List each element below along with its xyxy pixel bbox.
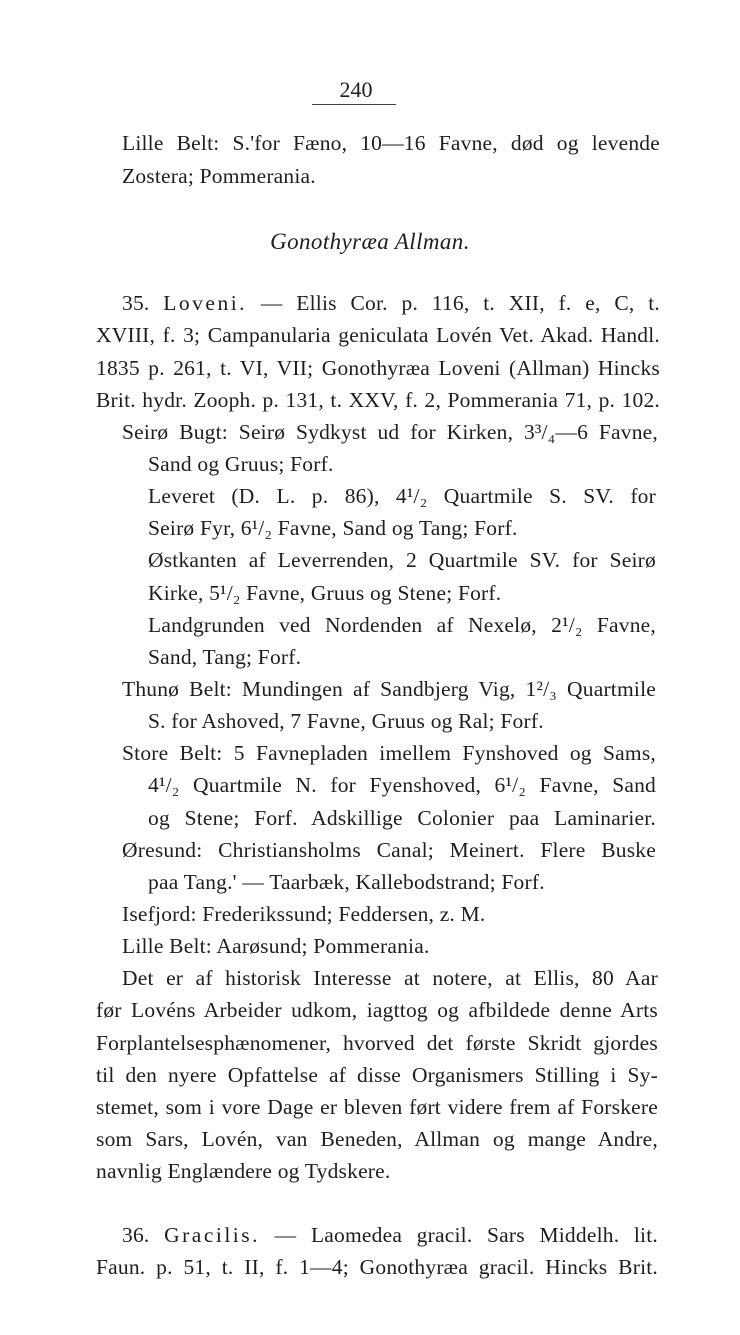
discussion-line: til den nyere Opfattelse af disse Organismers Stilling i Sy- bbox=[96, 1063, 658, 1087]
intro-line: Lille Belt: S.'for Fæno, 10—16 Favne, død og levende bbox=[122, 131, 660, 155]
species-35-first-line bbox=[122, 290, 660, 316]
species-name: Loveni. bbox=[163, 291, 248, 315]
locality-line: Landgrunden ved Nordenden af Nexelø, 2¹/₂ Favne, bbox=[148, 613, 656, 637]
species-36-first-line bbox=[122, 1222, 658, 1248]
locality-line: Østkanten af Leverrenden, 2 Quartmile SV. for Seirø bbox=[148, 548, 656, 572]
locality-line: Isefjord: Frederikssund; Feddersen, z. M. bbox=[122, 902, 486, 926]
locality-line: Seirø Bugt: Seirø Sydkyst ud for Kirken, 3³/₄—6 Favne, bbox=[122, 420, 658, 444]
species-reference: — Ellis Cor. p. 116, t. XII, f. e, C, t. bbox=[260, 291, 660, 315]
locality-line: Leveret (D. L. p. 86), 4¹/₂ Quartmile S. SV. for bbox=[148, 484, 656, 508]
genus-heading: Gonothyræa Allman. bbox=[270, 229, 470, 254]
discussion-line: navnlig Englændere og Tydskere. bbox=[96, 1159, 391, 1183]
species-number: 35. bbox=[122, 291, 150, 315]
species-reference: — Laomedea gracil. Sars Middelh. lit. bbox=[274, 1223, 658, 1247]
intro-line: Zostera; Pommerania. bbox=[122, 164, 316, 188]
page-number: 240 bbox=[339, 77, 373, 102]
locality-line: Thunø Belt: Mundingen af Sandbjerg Vig, 1²/₃ Quartmile bbox=[122, 677, 656, 701]
locality-line: Sand og Gruus; Forf. bbox=[148, 452, 334, 476]
reference-line: Faun. p. 51, t. II, f. 1—4; Gonothyræa gracil. Hincks Brit. bbox=[96, 1255, 658, 1279]
discussion-line: før Lovéns Arbeider udkom, iagttog og afbildede denne Arts bbox=[96, 998, 658, 1022]
reference-line: XVIII, f. 3; Campanularia geniculata Lovén Vet. Akad. Handl. bbox=[96, 323, 660, 347]
locality-line: paa Tang.' — Taarbæk, Kallebodstrand; Forf. bbox=[148, 870, 545, 894]
species-number: 36. bbox=[122, 1223, 150, 1247]
page-number-rule bbox=[312, 104, 396, 105]
locality-line: 4¹/₂ Quartmile N. for Fyenshoved, 6¹/₂ Favne, Sand bbox=[148, 773, 656, 797]
locality-line: Seirø Fyr, 6¹/₂ Favne, Sand og Tang; Forf. bbox=[148, 516, 518, 540]
locality-line: og Stene; Forf. Adskillige Colonier paa Laminarier. bbox=[148, 806, 656, 830]
reference-line: Brit. hydr. Zooph. p. 131, t. XXV, f. 2, Pommerania 71, p. 102. bbox=[96, 388, 660, 412]
locality-line: S. for Ashoved, 7 Favne, Gruus og Ral; Forf. bbox=[148, 709, 544, 733]
discussion-line: stemet, som i vore Dage er bleven ført videre frem af Forskere bbox=[96, 1095, 658, 1119]
locality-line: Kirke, 5¹/₂ Favne, Gruus og Stene; Forf. bbox=[148, 581, 502, 605]
reference-line: 1835 p. 261, t. VI, VII; Gonothyræa Loveni (Allman) Hincks bbox=[96, 356, 660, 380]
discussion-line: Det er af historisk Interesse at notere, at Ellis, 80 Aar bbox=[122, 966, 658, 990]
locality-line: Sand, Tang; Forf. bbox=[148, 645, 302, 669]
locality-line: Store Belt: 5 Favnepladen imellem Fynshoved og Sams, bbox=[122, 741, 656, 765]
locality-line: Lille Belt: Aarøsund; Pommerania. bbox=[122, 934, 430, 958]
discussion-line: Forplantelsesphænomener, hvorved det første Skridt gjordes bbox=[96, 1031, 658, 1055]
species-name: Gracilis. bbox=[164, 1223, 261, 1247]
locality-line: Øresund: Christiansholms Canal; Meinert. Flere Buske bbox=[122, 838, 656, 862]
discussion-line: som Sars, Lovén, van Beneden, Allman og mange Andre, bbox=[96, 1127, 658, 1151]
